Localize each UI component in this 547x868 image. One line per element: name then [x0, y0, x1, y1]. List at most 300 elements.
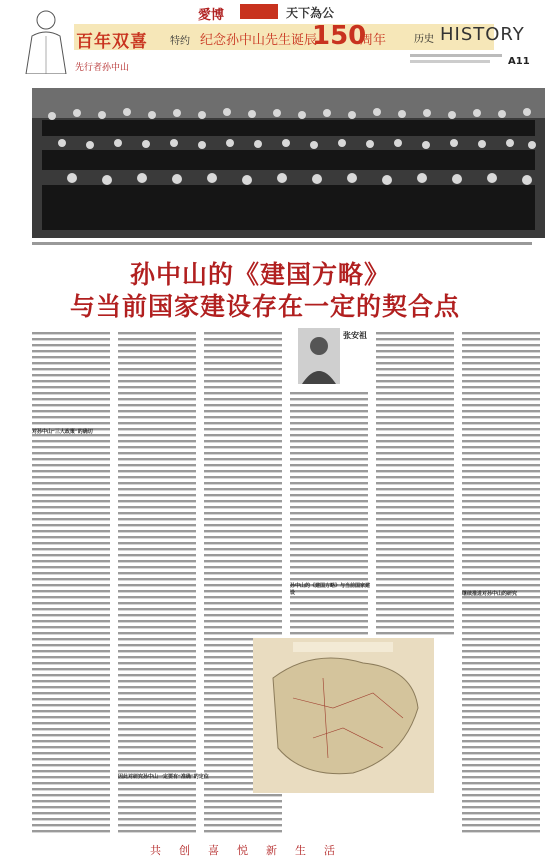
sun-yatsen-portrait-icon [22, 6, 70, 74]
text-line [118, 350, 196, 352]
text-line [462, 650, 540, 652]
text-line [32, 710, 110, 712]
text-line [376, 554, 454, 556]
text-line [118, 386, 196, 388]
text-line [118, 746, 196, 748]
text-line [290, 506, 368, 508]
text-line [204, 626, 282, 628]
text-line [32, 374, 110, 376]
text-line [32, 500, 110, 502]
text-line [32, 812, 110, 814]
text-line [462, 470, 540, 472]
subhead-4: 继续推进对孙中山的研究 [462, 591, 518, 597]
text-line [118, 704, 196, 706]
logo-aibo: 愛博 [198, 8, 225, 23]
text-line [118, 788, 196, 790]
article-title-line1: 孙中山的《建国方略》 [130, 260, 391, 289]
text-line [204, 410, 282, 412]
text-line [32, 536, 110, 538]
text-line [32, 380, 110, 382]
text-line [462, 722, 540, 724]
text-line [118, 494, 196, 496]
text-line [462, 644, 540, 646]
text-line [118, 782, 196, 784]
text-line [462, 638, 540, 640]
text-line [376, 494, 454, 496]
text-line [118, 626, 196, 628]
text-line [118, 584, 196, 586]
text-line [376, 506, 454, 508]
text-line [462, 368, 540, 370]
text-line [462, 482, 540, 484]
text-line [290, 476, 368, 478]
text-line [290, 524, 368, 526]
author-photo [298, 328, 340, 384]
text-line [118, 464, 196, 466]
text-line [204, 818, 282, 820]
text-line [32, 392, 110, 394]
author-name: 张安祖 [343, 330, 367, 340]
text-line [204, 830, 282, 832]
text-line [118, 698, 196, 700]
text-line [32, 494, 110, 496]
text-line [32, 692, 110, 694]
text-line [204, 506, 282, 508]
text-line [32, 764, 110, 766]
text-line [204, 530, 282, 532]
text-line [118, 656, 196, 658]
text-line [290, 470, 368, 472]
text-line [376, 488, 454, 490]
text-line [462, 338, 540, 340]
text-line [462, 584, 540, 586]
text-line [118, 806, 196, 808]
text-line [204, 632, 282, 634]
text-line [118, 674, 196, 676]
text-line [290, 452, 368, 454]
text-line [204, 392, 282, 394]
page-header [0, 0, 547, 78]
text-line [204, 362, 282, 364]
text-line [32, 512, 110, 514]
text-line [32, 440, 110, 442]
text-line [118, 452, 196, 454]
text-line [462, 554, 540, 556]
text-line [118, 410, 196, 412]
group-photo [32, 88, 545, 238]
text-line [118, 536, 196, 538]
text-line [462, 788, 540, 790]
text-line [290, 392, 368, 394]
text-line [462, 770, 540, 772]
text-line [376, 590, 454, 592]
subhead-3: 因此对研究孙中山一定要有“准确”的定位 [118, 774, 209, 780]
text-line [118, 686, 196, 688]
text-line [32, 818, 110, 820]
text-line [118, 374, 196, 376]
text-line [290, 446, 368, 448]
text-line [118, 380, 196, 382]
text-line [204, 806, 282, 808]
text-line [376, 512, 454, 514]
text-line [118, 830, 196, 832]
text-line [376, 602, 454, 604]
text-line [290, 620, 368, 622]
text-line [204, 398, 282, 400]
text-line [118, 692, 196, 694]
text-line [32, 662, 110, 664]
text-line [32, 596, 110, 598]
text-line [204, 590, 282, 592]
text-line [290, 536, 368, 538]
text-line [118, 716, 196, 718]
text-line [376, 410, 454, 412]
text-line [32, 386, 110, 388]
text-line [204, 482, 282, 484]
text-line [204, 602, 282, 604]
section-cn: 历史 [414, 34, 434, 45]
text-line [118, 578, 196, 580]
text-line [462, 758, 540, 760]
footer-slogan: 共创喜悦新生活 [150, 844, 353, 857]
text-line [204, 386, 282, 388]
text-line [376, 596, 454, 598]
text-line [118, 680, 196, 682]
text-line [32, 362, 110, 364]
text-line [32, 656, 110, 658]
text-line [118, 488, 196, 490]
text-line [32, 554, 110, 556]
text-line [462, 344, 540, 346]
text-line [204, 500, 282, 502]
text-line [32, 626, 110, 628]
text-line [290, 566, 368, 568]
text-line [32, 722, 110, 724]
text-line [376, 380, 454, 382]
text-line [32, 680, 110, 682]
column-name: 先行者孙中山 [75, 63, 130, 73]
dateline-block [410, 52, 502, 66]
text-line [32, 476, 110, 478]
text-line [204, 536, 282, 538]
text-line [462, 488, 540, 490]
text-line [118, 572, 196, 574]
text-line [32, 788, 110, 790]
text-line [118, 446, 196, 448]
text-line [462, 764, 540, 766]
text-line [204, 356, 282, 358]
text-line [462, 824, 540, 826]
text-line [376, 338, 454, 340]
text-line [376, 524, 454, 526]
text-line [32, 344, 110, 346]
text-line [118, 824, 196, 826]
text-line [118, 506, 196, 508]
text-line [32, 506, 110, 508]
logo-tianxia: 天下為公 [286, 6, 335, 20]
text-line [376, 368, 454, 370]
text-line [204, 422, 282, 424]
text-line [118, 518, 196, 520]
text-line [462, 380, 540, 382]
text-line [290, 434, 368, 436]
text-line [118, 740, 196, 742]
text-line [462, 668, 540, 670]
article-title-line2: 与当前国家建设存在一定的契合点 [70, 292, 461, 321]
text-line [462, 782, 540, 784]
text-line [204, 620, 282, 622]
text-line [462, 728, 540, 730]
text-line [118, 500, 196, 502]
text-line [118, 722, 196, 724]
text-line [204, 596, 282, 598]
text-line [290, 548, 368, 550]
text-line [462, 608, 540, 610]
text-line [204, 434, 282, 436]
text-line [32, 632, 110, 634]
kicker-title: 百年双喜 [76, 32, 148, 52]
text-line [462, 374, 540, 376]
text-line [118, 422, 196, 424]
text-line [118, 368, 196, 370]
text-line [290, 530, 368, 532]
text-line [32, 584, 110, 586]
text-line [462, 566, 540, 568]
text-line [462, 362, 540, 364]
text-line [204, 332, 282, 334]
text-line [290, 632, 368, 634]
text-line [376, 356, 454, 358]
text-line [462, 440, 540, 442]
text-line [462, 776, 540, 778]
text-line [290, 596, 368, 598]
text-line [118, 590, 196, 592]
text-line [32, 416, 110, 418]
text-line [376, 578, 454, 580]
text-line [462, 632, 540, 634]
text-line [32, 566, 110, 568]
text-line [290, 428, 368, 430]
text-line [290, 464, 368, 466]
text-line [204, 524, 282, 526]
text-line [118, 758, 196, 760]
text-line [32, 758, 110, 760]
text-line [376, 548, 454, 550]
text-line [462, 410, 540, 412]
text-line [376, 446, 454, 448]
text-line [376, 434, 454, 436]
text-line [462, 458, 540, 460]
text-line [204, 800, 282, 802]
text-line [32, 794, 110, 796]
text-line [32, 800, 110, 802]
text-line [118, 620, 196, 622]
text-line [462, 404, 540, 406]
china-map-illustration [253, 638, 434, 793]
text-line [32, 734, 110, 736]
text-line [376, 332, 454, 334]
text-line [462, 452, 540, 454]
text-line [32, 668, 110, 670]
text-line [376, 344, 454, 346]
text-line [118, 608, 196, 610]
text-line [118, 482, 196, 484]
text-line [118, 344, 196, 346]
text-line [204, 554, 282, 556]
text-line [204, 452, 282, 454]
text-line [376, 416, 454, 418]
text-line [462, 806, 540, 808]
text-line [32, 650, 110, 652]
text-line [204, 518, 282, 520]
text-line [32, 524, 110, 526]
photo-caption [32, 240, 542, 251]
text-line [32, 674, 110, 676]
text-line [376, 614, 454, 616]
text-line [462, 656, 540, 658]
text-line [462, 578, 540, 580]
text-line [462, 476, 540, 478]
text-line [462, 704, 540, 706]
page-number: A11 [508, 56, 530, 67]
text-line [290, 494, 368, 496]
text-line [204, 572, 282, 574]
text-line [376, 518, 454, 520]
text-line [32, 458, 110, 460]
text-line [376, 584, 454, 586]
text-line [32, 782, 110, 784]
text-line [376, 386, 454, 388]
text-line [32, 806, 110, 808]
text-line [462, 428, 540, 430]
text-line [376, 452, 454, 454]
text-line [204, 380, 282, 382]
text-line [376, 542, 454, 544]
text-line [290, 578, 368, 580]
text-line [290, 608, 368, 610]
text-line [32, 446, 110, 448]
text-line [32, 518, 110, 520]
text-line [462, 602, 540, 604]
text-line [376, 608, 454, 610]
text-line [32, 644, 110, 646]
text-line [118, 434, 196, 436]
body-column-6 [462, 330, 542, 835]
text-line [32, 614, 110, 616]
text-line [32, 746, 110, 748]
text-line [204, 476, 282, 478]
text-line [32, 572, 110, 574]
text-line [290, 626, 368, 628]
text-line [204, 824, 282, 826]
text-line [32, 638, 110, 640]
text-line [204, 404, 282, 406]
text-line [376, 440, 454, 442]
text-line [290, 500, 368, 502]
text-line [376, 422, 454, 424]
text-line [118, 554, 196, 556]
text-line [118, 416, 196, 418]
text-line [118, 566, 196, 568]
text-line [462, 674, 540, 676]
text-line [462, 614, 540, 616]
text-line [462, 716, 540, 718]
text-line [462, 332, 540, 334]
text-line [32, 740, 110, 742]
text-line [204, 614, 282, 616]
text-line [376, 626, 454, 628]
text-line [32, 368, 110, 370]
text-line [376, 404, 454, 406]
text-line [32, 620, 110, 622]
text-line [462, 734, 540, 736]
text-line [118, 752, 196, 754]
text-line [204, 350, 282, 352]
text-line [32, 464, 110, 466]
text-line [376, 464, 454, 466]
text-line [376, 620, 454, 622]
text-line [462, 746, 540, 748]
text-line [32, 482, 110, 484]
text-line [32, 560, 110, 562]
text-line [462, 752, 540, 754]
text-line [118, 794, 196, 796]
text-line [462, 686, 540, 688]
text-line [290, 614, 368, 616]
text-line [32, 452, 110, 454]
text-line [376, 560, 454, 562]
text-line [32, 422, 110, 424]
text-line [290, 440, 368, 442]
text-line [290, 410, 368, 412]
tag-label: 特约 [170, 36, 190, 47]
text-line [204, 608, 282, 610]
text-line [462, 392, 540, 394]
text-line [32, 578, 110, 580]
text-line [32, 770, 110, 772]
text-line [32, 398, 110, 400]
text-line [376, 374, 454, 376]
text-line [462, 386, 540, 388]
text-line [32, 704, 110, 706]
text-line [462, 506, 540, 508]
text-line [118, 512, 196, 514]
text-line [118, 542, 196, 544]
text-line [462, 416, 540, 418]
text-line [118, 662, 196, 664]
text-line [376, 350, 454, 352]
text-line [462, 740, 540, 742]
text-line [376, 428, 454, 430]
text-line [462, 500, 540, 502]
text-line [118, 614, 196, 616]
text-line [32, 716, 110, 718]
text-line [204, 446, 282, 448]
text-line [32, 488, 110, 490]
text-line [462, 794, 540, 796]
text-line [118, 356, 196, 358]
text-line [118, 548, 196, 550]
text-line [290, 554, 368, 556]
text-line [376, 572, 454, 574]
slogan-post: 周年 [360, 33, 387, 48]
text-line [462, 812, 540, 814]
text-line [32, 350, 110, 352]
text-line [462, 818, 540, 820]
text-line [376, 536, 454, 538]
text-line [204, 578, 282, 580]
text-line [290, 482, 368, 484]
